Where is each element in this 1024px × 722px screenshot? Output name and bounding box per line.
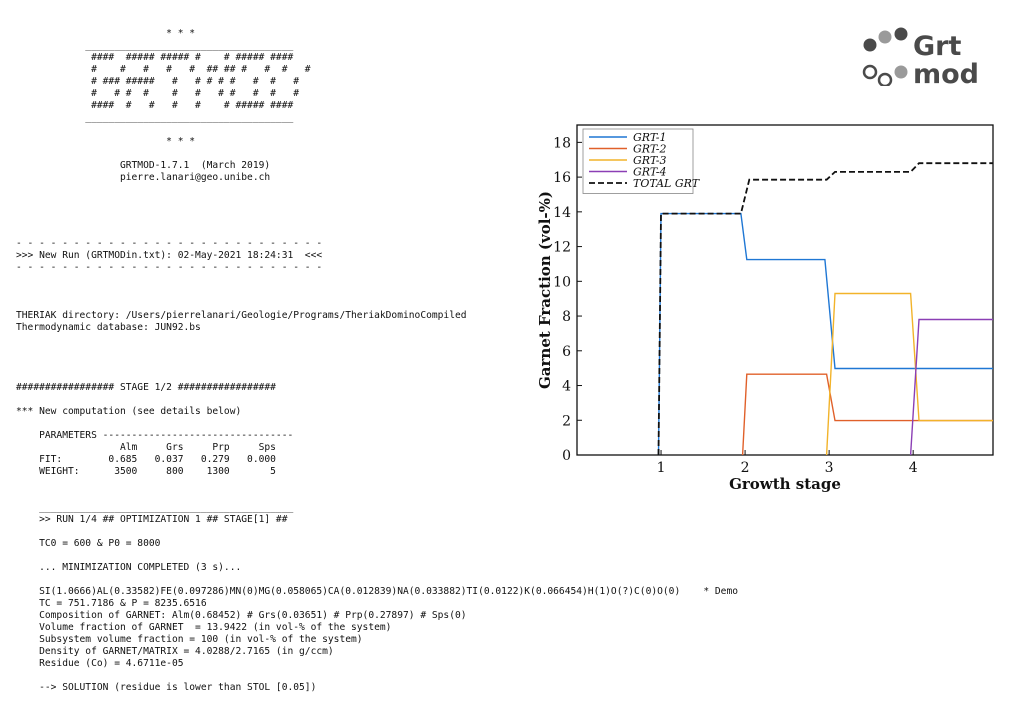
- legend-label: TOTAL GRT: [633, 177, 700, 190]
- y-tick-label: 4: [562, 378, 571, 395]
- logo-dot-3: [895, 28, 908, 41]
- logo-text-line1: Grt: [913, 31, 962, 62]
- legend-label: GRT-2: [633, 142, 667, 156]
- console-banner: * * * ____________________________________ #### ##### ##### # # ##### #### # # # # # ## ## # # # # # ### ##### # # # # # # # # # # # # # # # # # # # #### # # # # # ##### #### ____________________________________ * * * GRTMOD-1.7.1 (March 2019) pierre.lanari@geo.unibe.ch: [85, 28, 311, 183]
- y-tick-label: 12: [553, 239, 571, 256]
- y-tick-label: 6: [562, 343, 571, 360]
- logo-text-line2: mod: [913, 59, 980, 86]
- y-tick-label: 8: [562, 309, 571, 326]
- logo-dot-2: [879, 31, 892, 44]
- legend-label: GRT-1: [633, 131, 667, 144]
- logo-dot-4: [864, 66, 876, 78]
- y-tick-label: 0: [562, 448, 571, 464]
- y-tick-label: 10: [553, 274, 571, 291]
- grtmod-logo: [862, 24, 992, 86]
- y-axis-label: Garnet Fraction (vol-%): [536, 190, 554, 390]
- garnet-fraction-chart: [530, 115, 1002, 500]
- y-tick-label: 16: [553, 170, 571, 187]
- x-tick-label: 1: [656, 460, 666, 476]
- x-tick-label: 2: [740, 460, 750, 476]
- legend-label: GRT-4: [633, 165, 667, 179]
- y-tick-label: 2: [562, 413, 571, 430]
- x-axis-label: Growth stage: [729, 475, 841, 493]
- legend-label: GRT-3: [633, 154, 667, 167]
- logo-dot-1: [864, 39, 877, 52]
- console-output: - - - - - - - - - - - - - - - - - - - - - - - - - - - >>> New Run (GRTMODin.txt): 02-May-2021 18:24:31 <<< - - - - - - - - - - - - - - - - - - - - - - - - - - - THERIAK directory: /Users/pierrelanari/Geologie/Programs/TheriakDominoCompiled Thermodynamic database: JUN92.bs ################# STAGE 1/2 ################# *** New computation (see details below) PARAMETERS --------------------------------- Alm Grs Prp Sps FIT: 0.685 0.037 0.279 0.000 WEIGHT: 3500 800 1300 5 ____________________________________________ >> RUN 1/4 ## OPTIMIZATION 1 ## STAGE[1] ## TC0 = 600 & P0 = 8000 ... MINIMIZATION COMPLETED (3 s)... SI(1.0666)AL(0.33582)FE(0.097286)MN(0)MG(0.058065)CA(0.012839)NA(0.033882)TI(0.0122)K(0.066454)H(1)O(?)C(0)O(0) * Demo TC = 751.7186 & P = 8235.6516 Composition of GARNET: Alm(0.68452) # Grs(0.03651) # Prp(0.27897) # Sps(0) Volume fraction of GARNET = 13.9422 (in vol-% of the system) Subsystem volume fraction = 100 (in vol-% of the system) Density of GARNET/MATRIX = 4.0288/2.7165 (in g/ccm) Residue (Co) = 4.6711e-05 --> SOLUTION (residue is lower than STOL [0.05]): [16, 238, 738, 693]
- logo-dot-6: [895, 66, 908, 79]
- y-tick-label: 18: [553, 135, 571, 152]
- x-tick-label: 3: [824, 460, 834, 476]
- x-tick-label: 4: [908, 460, 918, 476]
- y-tick-label: 14: [553, 204, 571, 221]
- logo-dot-5: [879, 74, 891, 86]
